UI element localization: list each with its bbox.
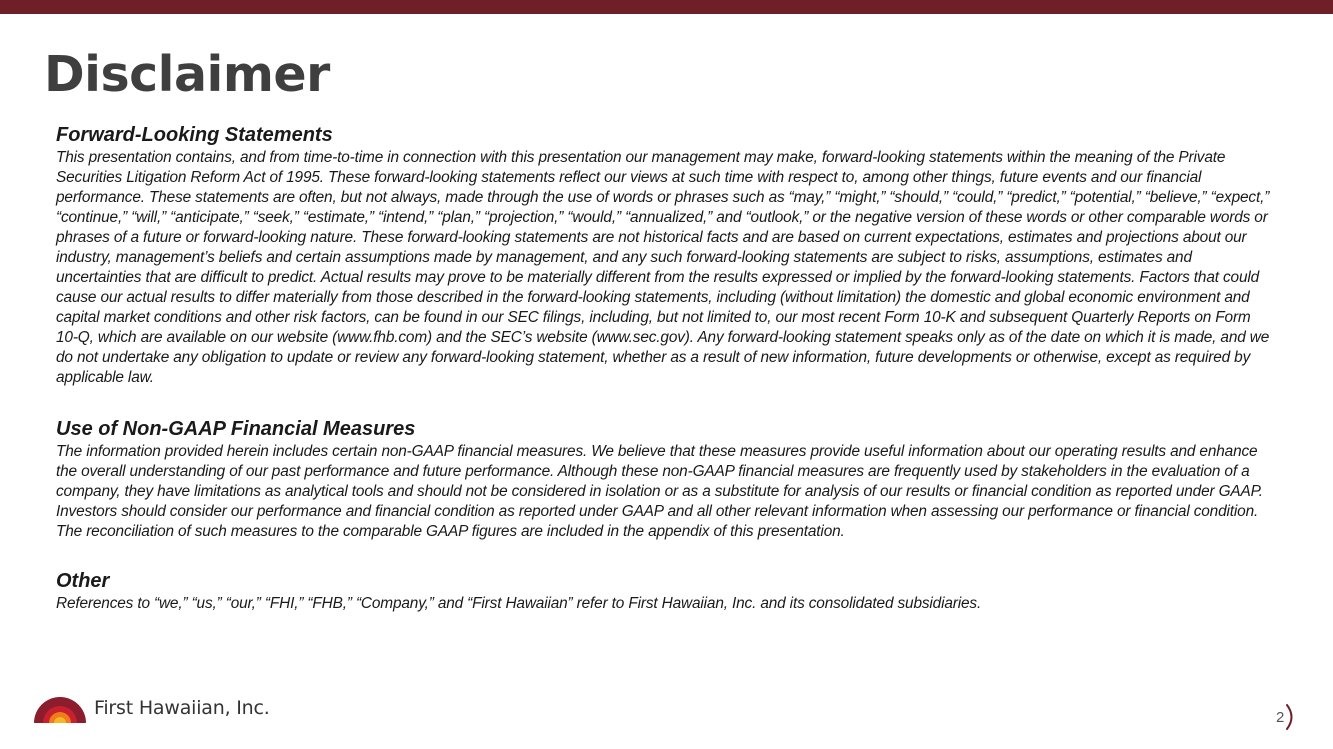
disclaimer-content (56, 122, 1276, 614)
page-bracket-icon (1285, 703, 1297, 731)
page-title: Disclaimer (44, 46, 330, 103)
section-heading: Other (56, 570, 110, 592)
section-other (56, 568, 1276, 614)
company-logo (32, 693, 270, 723)
section-forward-looking (56, 122, 1276, 388)
sunrise-logo-icon (32, 693, 88, 723)
page-number-text: 2 (1276, 708, 1285, 726)
section-heading: Use of Non-GAAP Financial Measures (56, 418, 416, 440)
company-name: First Hawaiian, Inc. (94, 697, 270, 719)
section-body: References to “we,” “us,” “our,” “FHI,” “FHB,” “Company,” and “First Hawaiian” refer to First Hawaiian, Inc. and its consolidated subsidiaries. (56, 595, 982, 612)
page-number (1276, 703, 1297, 731)
section-body: This presentation contains, and from time-to-time in connection with this presentation our management may make, forward-looking statements within the meaning of the Private Securities Litigation Reform Act of 1995. These forward-looking statements reflect our views at such time with respect to, among other things, future events and our financial performance. These statements are often, but not always, made through the use of words or phrases such as “may,” “might,” “should,” “could,” “predict,” “potential,” “believe,” “expect,” “continue,” “will,” “anticipate,” “seek,” “estimate,” “intend,” “plan,” “projection,” “would,” “annualized,” and “outlook,” or the negative version of these words or other comparable words or phrases of a future or forward-looking nature. These forward-looking statements are not historical facts and are based on current expectations, estimates and projections about our industry, management’s beliefs and certain assumptions made by management, and any such forward-looking statements are subject to risks, assumptions, estimates and uncertainties that are difficult to predict. Actual results may prove to be materially different from the results expressed or implied by the forward-looking statements. Factors that could cause our actual results to differ materially from those described in the forward-looking statements, including (without limitation) the domestic and global economic environment and capital market conditions and other risk factors, can be found in our SEC filings, including, but not limited to, our most recent Form 10-K and subsequent Quarterly Reports on Form 10-Q, which are available on our website (www.fhb.com) and the SEC’s website (www.sec.gov). Any forward-looking statement speaks only as of the date on which it is made, and we do not undertake any obligation to update or review any forward-looking statement, whether as a result of new information, future developments or otherwise, except as required by applicable law. (56, 149, 1270, 386)
section-heading: Forward-Looking Statements (56, 124, 333, 146)
top-accent-bar (0, 0, 1333, 14)
section-body: The information provided herein includes certain non-GAAP financial measures. We believe that these measures provide useful information about our operating results and enhance the overall understanding of our past performance and future performance. Although these non-GAAP financial measures are frequently used by stakeholders in the evaluation of a company, they have limitations as analytical tools and should not be considered in isolation or as a substitute for analysis of our results or financial condition as reported under GAAP. Investors should consider our performance and financial condition as reported under GAAP and all other relevant information when assessing our performance or financial condition. The reconciliation of such measures to the comparable GAAP figures are included in the appendix of this presentation. (56, 443, 1263, 540)
section-non-gaap (56, 416, 1276, 542)
